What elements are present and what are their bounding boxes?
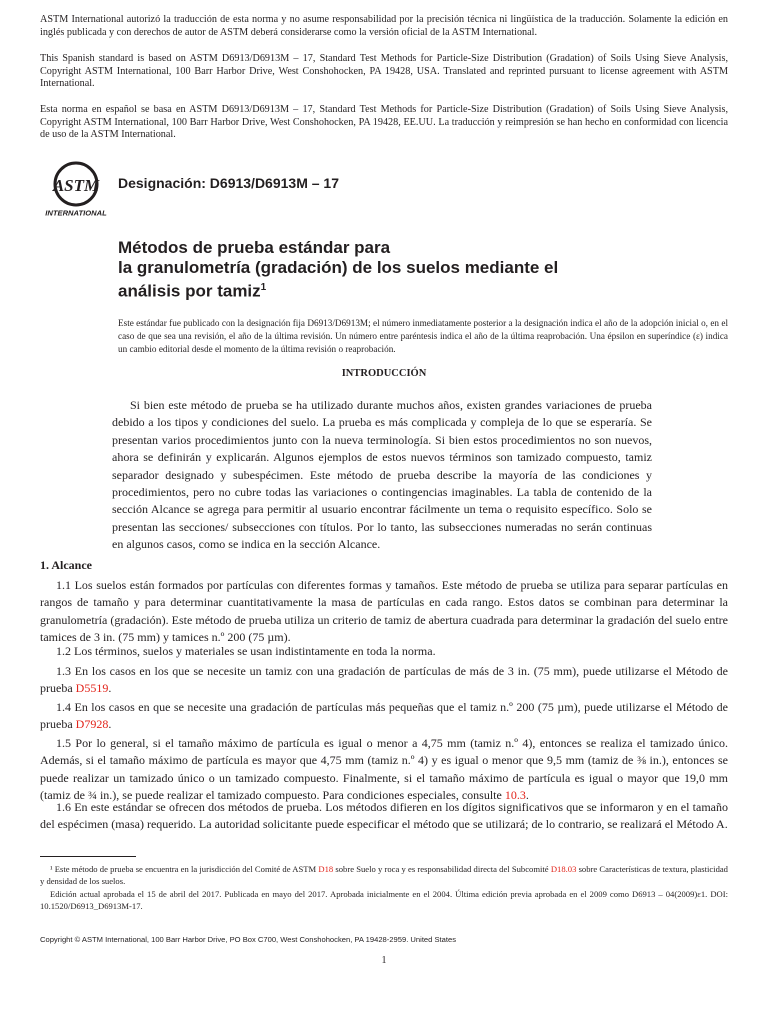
spanish-standard-basis-note: This Spanish standard is based on ASTM D6913/D6913M – 17, Standard Test Methods for Particle-Size Distribution (Gradation) of Soils Using Sieve Analysis, Copyright ASTM International, 100 Barr Harbor Drive, West Conshohocken, PA 19428, USA. Translated and reprinted pursuant to license agreement with ASTM International. [40,53,728,90]
d5519-link[interactable]: D5519 [75,681,109,696]
paragraph-1-4: 1.4 En los casos en que se necesite una gradación de partículas más pequeñas que el tamiz n.º 200 (75 µm), puede utilizarse el Método de prueba D7928. [40,700,728,732]
designation-abstract: Este estándar fue publicado con la designación fija D6913/D6913M; el número inmediatamente posterior a la designación indica el año de la adopción inicial o, en el caso de que sea una revisión, el año de la última revisión. Un número entre paréntesis indica el año de la última reaprobación. Una épsilon en superíndice (ε) indica un cambio editorial desde el momento de la última revisión o reaprobación. [118,318,728,354]
designation: Designación: D6913/D6913M – 17 [118,175,339,191]
logo-text: ASTM [52,176,100,195]
document-title [118,238,558,302]
d7928-link[interactable]: D7928 [75,717,109,732]
d18-link[interactable]: D18 [318,864,334,874]
astm-logo [40,160,112,218]
logo-subtext: INTERNATIONAL [45,208,107,218]
copyright-line: Copyright © ASTM International, 100 Barr Harbor Drive, PO Box C700, West Conshohocken, PA 19428-2959. United States [40,935,457,944]
translation-disclaimer: ASTM International autorizó la traducción de esta norma y no asume responsabilidad por la precisión técnica ni lingüística de la traducción. Solamente la edición en inglés publicada y con derechos de autor de ASTM deberá considerarse como la versión oficial de la ASTM International. [40,14,728,38]
paragraph-1-1: 1.1 Los suelos están formados por partículas con diferentes formas y tamaños. Este método de prueba se utiliza para separar partículas en rangos de tamaño y para determinar cuantitativamente la masa de partículas en cada rango. Estos datos se combinan para determinar la granulometría (gradación). Este método de prueba utiliza un criterio de tamiz de abertura cuadrada para determinar la gradación del suelo entre tamices de 3 in. (75 mm) y tamices n.º 200 (75 µm). [40,578,728,645]
paragraph-1-6: 1.6 En este estándar se ofrecen dos métodos de prueba. Los métodos difieren en los dígitos significativos que se informaron y en el tamaño del espécimen (masa) requerido. La autoridad solicitante puede especificar el método que se utilizará; de lo contrario, se realizará el Método A. [40,800,728,832]
d18-03-link[interactable]: D18.03 [550,864,577,874]
title-line-1: Métodos de prueba estándar para [118,238,391,257]
footnote-1: ¹ Este método de prueba se encuentra en la jurisdicción del Comité de ASTM D18 sobre Suelo y roca y es responsabilidad directa del Subcomité D18.03 sobre Características de textura, plasticidad y densidad de los suelos. [40,864,728,886]
footnote-edition: Edición actual aprobada el 15 de abril del 2017. Publicada en mayo del 2017. Aprobada inicialmente en el 2004. Última edición previa aprobada en el 2009 como D6913 – 04(2009)ε1. DOI: 10.1520/D6913_D6913M-17. [40,889,728,911]
title-line-2: la granulometría (gradación) de los suelos mediante el [118,258,559,277]
section-1-heading: 1. Alcance [40,558,92,572]
introduction-text: Si bien este método de prueba se ha utilizado durante muchos años, existen grandes variaciones de prueba debido a los tipos y condiciones del suelo. La prueba es más complicada y compleja de lo que se esperaría. Se presentan varios procedimientos junto con la nueva terminología. Si bien estos procedimientos no son nuevos, ahora se definirán y explicarán. Algunos ejemplos de estos nuevos términos son tamizado compuesto, tamiz separador designado y subespécimen. Este método de prueba describe la mayoría de las condiciones y procedimientos, pero no cubre todas las variaciones o contingencias imaginables. La tabla de contenido de la sección Alcance se agrega para permitir al usuario encontrar fácilmente un tema o requisito específico. Solo se presentan las secciones/ subsecciones con títulos. Por lo tanto, las subsecciones numeradas no serán continuas en algunos casos, como se indica en la sección Alcance. [112,398,652,552]
paragraph-1-3: 1.3 En los casos en los que se necesite un tamiz con una gradación de partículas de más de 3 in. (75 mm), puede utilizarse el Método de prueba D5519. [40,664,728,696]
title-line-3: análisis por tamiz [118,281,261,301]
page-number: 1 [381,955,387,966]
paragraph-1-5: 1.5 Por lo general, si el tamaño máximo de partícula es igual o menor a 4,75 mm (tamiz n.º 4), entonces se realiza el tamizado único. Además, si el tamaño máximo de partícula es mayor que 4,75 mm (tamiz n.º 4) y es igual o menor que 9,5 mm (tamiz de ⅜ in.), entonces se puede realizar un tamizado único o un tamizado compuesto. Finalmente, si el tamaño máximo de partícula es igual o mayor que 19,0 mm (tamiz de ¾ in.), se puede realizar el tamizado compuesto. Para condiciones especiales, consulte 10.3. [40,736,728,803]
paragraph-1-2: 1.2 Los términos, suelos y materiales se usan indistintamente en toda la norma. [56,644,436,658]
section-10-3-link[interactable]: 10.3 [504,788,526,803]
footnote-divider [40,856,136,857]
title-footnote-mark: 1 [260,282,267,293]
introduction-heading: INTRODUCCIÓN [341,368,427,379]
spanish-standard-basis-note-es: Esta norma en español se basa en ASTM D6913/D6913M – 17, Standard Test Methods for Particle-Size Distribution (Gradation) of Soils Using Sieve Analysis, Copyright ASTM International, 100 Barr Harbor Drive, West Conshohocken, PA 19428, EE.UU. La traducción y reimpresión se han hecho en conformidad con licencia de uso de la ASTM International. [40,104,728,141]
